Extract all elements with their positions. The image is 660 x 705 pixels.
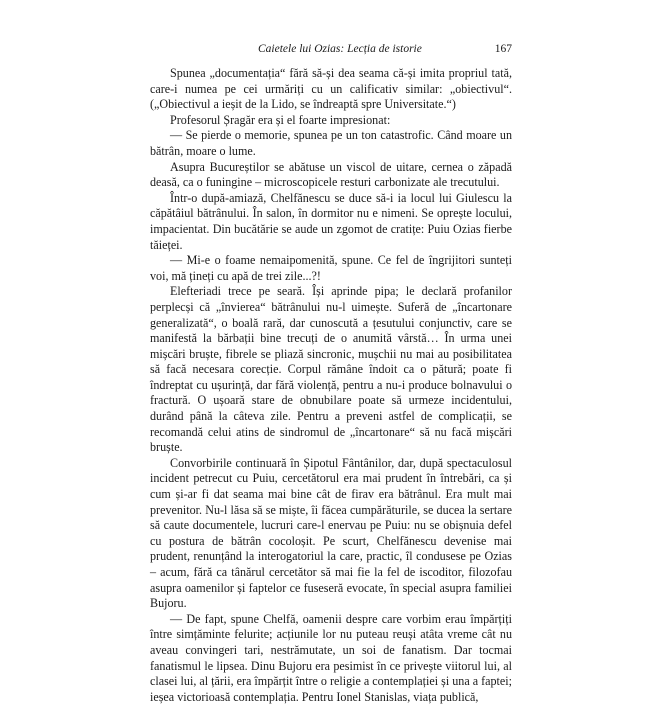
body-text <box>150 66 512 705</box>
page-number: 167 <box>494 43 512 55</box>
running-header <box>150 41 512 57</box>
paragraph-4: Asupra Bucureștilor se abătuse un viscol de uitare, cernea o zăpadă deasă, ca o funingine – microscopicele resturi carbonizate ale trecutului. <box>150 159 512 190</box>
paragraph-6: — Mi-e o foame nemaipomenită, spune. Ce fel de îngrijitori sunteți voi, mă țineți cu apă de trei zile...?! <box>150 253 512 283</box>
paragraph-2: Profesorul Șragăr era și el foarte impresionat: <box>170 112 391 127</box>
paragraph-9: — De fapt, spune Chelfă, oamenii despre care vorbim erau împărțiți între simțăminte felurite; acțiunile lor nu puteau reuși atâta vreme cât nu aveau convingeri tari, nestrămutate, un soi de fanatism. Dar tocmai fanatismul le lipsea. Dinu Bujoru era pesimist în ce privește viitorul lui, al clasei lui, al țării, era împărțit între o religie a contemplației și una a faptei; ieșea victorioasă contemplația. Pentru Ionel Stanislas, viața publică, <box>150 611 512 704</box>
paragraph-5: Într-o după-amiază, Chelfănescu se duce să-i ia locul lui Giulescu la căpătâiul bătrânului. În salon, în dormitor nu e nimeni. Se oprește locului, impacientat. Din bucătărie se aude un zgomot de cratițe: Puiu Ozias fierbe tăieței. <box>150 190 512 252</box>
paragraph-3: — Se pierde o memorie, spunea pe un ton catastrofic. Când moare un bătrân, moare o lume. <box>150 128 512 158</box>
paragraph-8: Convorbirile continuară în Șipotul Fântânilor, dar, după spectaculosul incident petrecut cu Puiu, cercetătorul era mai prudent în întrebări, ca și cum și-ar fi dat seama mai bine cât de firav era bătrânul. Era mult mai prevenitor. Nu-l lăsa să se miște, îi făcea cumpărăturile, se ducea la sertare să caute documentele, lucruri care-l enervau pe Puiu: nu se obișnuia defel cu postura de bătrân cocoloșit. Pe scurt, Chelfănescu devenise mai prudent, renunțând la interogatoriul la care, practic, îl condusese pe Ozias – acum, fără ca tânărul cercetător să mai fie la fel de iscoditor, filozofau asupra oamenilor și faptelor ce fuseseră evocate, în special asupra familiei Bujoru. <box>150 455 512 611</box>
paragraph-1: Spunea „documentația“ fără să-și dea seama că-și imita propriul tată, care-i numea pe cei urmăriți cu un calificativ similar: „obiectivul“. („Obiectivul a ieșit de la Lido, se îndreaptă spre Universitate.“) <box>150 66 512 112</box>
paragraph-7: Elefteriadi trece pe seară. Își aprinde pipa; le declară profanilor perplecși că „învierea“ bătrânului nu-l uimește. Suferă de „încartonare generalizată“, o boală rară, dar cunoscută a țesutului conjunctiv, care se manifestă la bărbații bine trecuți de o anumită vârstă… În urma unei mișcări bruște, fibrele se pliază sincronic, mușchii nu mai au posibilitatea să facă necesara corecție. Corpul rămâne îndoit ca o pătură; poate fi îndreptat cu ușurință, dar fără violență, pentru a nu-i produce bolnavului o fractură. O ușoară stare de obnubilare poate să urmeze incidentului, durând până la câteva zile. Pentru a preveni astfel de complicații, se recomandă celui atins de sindromul de „încartonare“ să nu facă mișcări bruște. <box>150 284 512 455</box>
running-title: Caietele lui Ozias: Lecția de istorie <box>258 43 422 55</box>
